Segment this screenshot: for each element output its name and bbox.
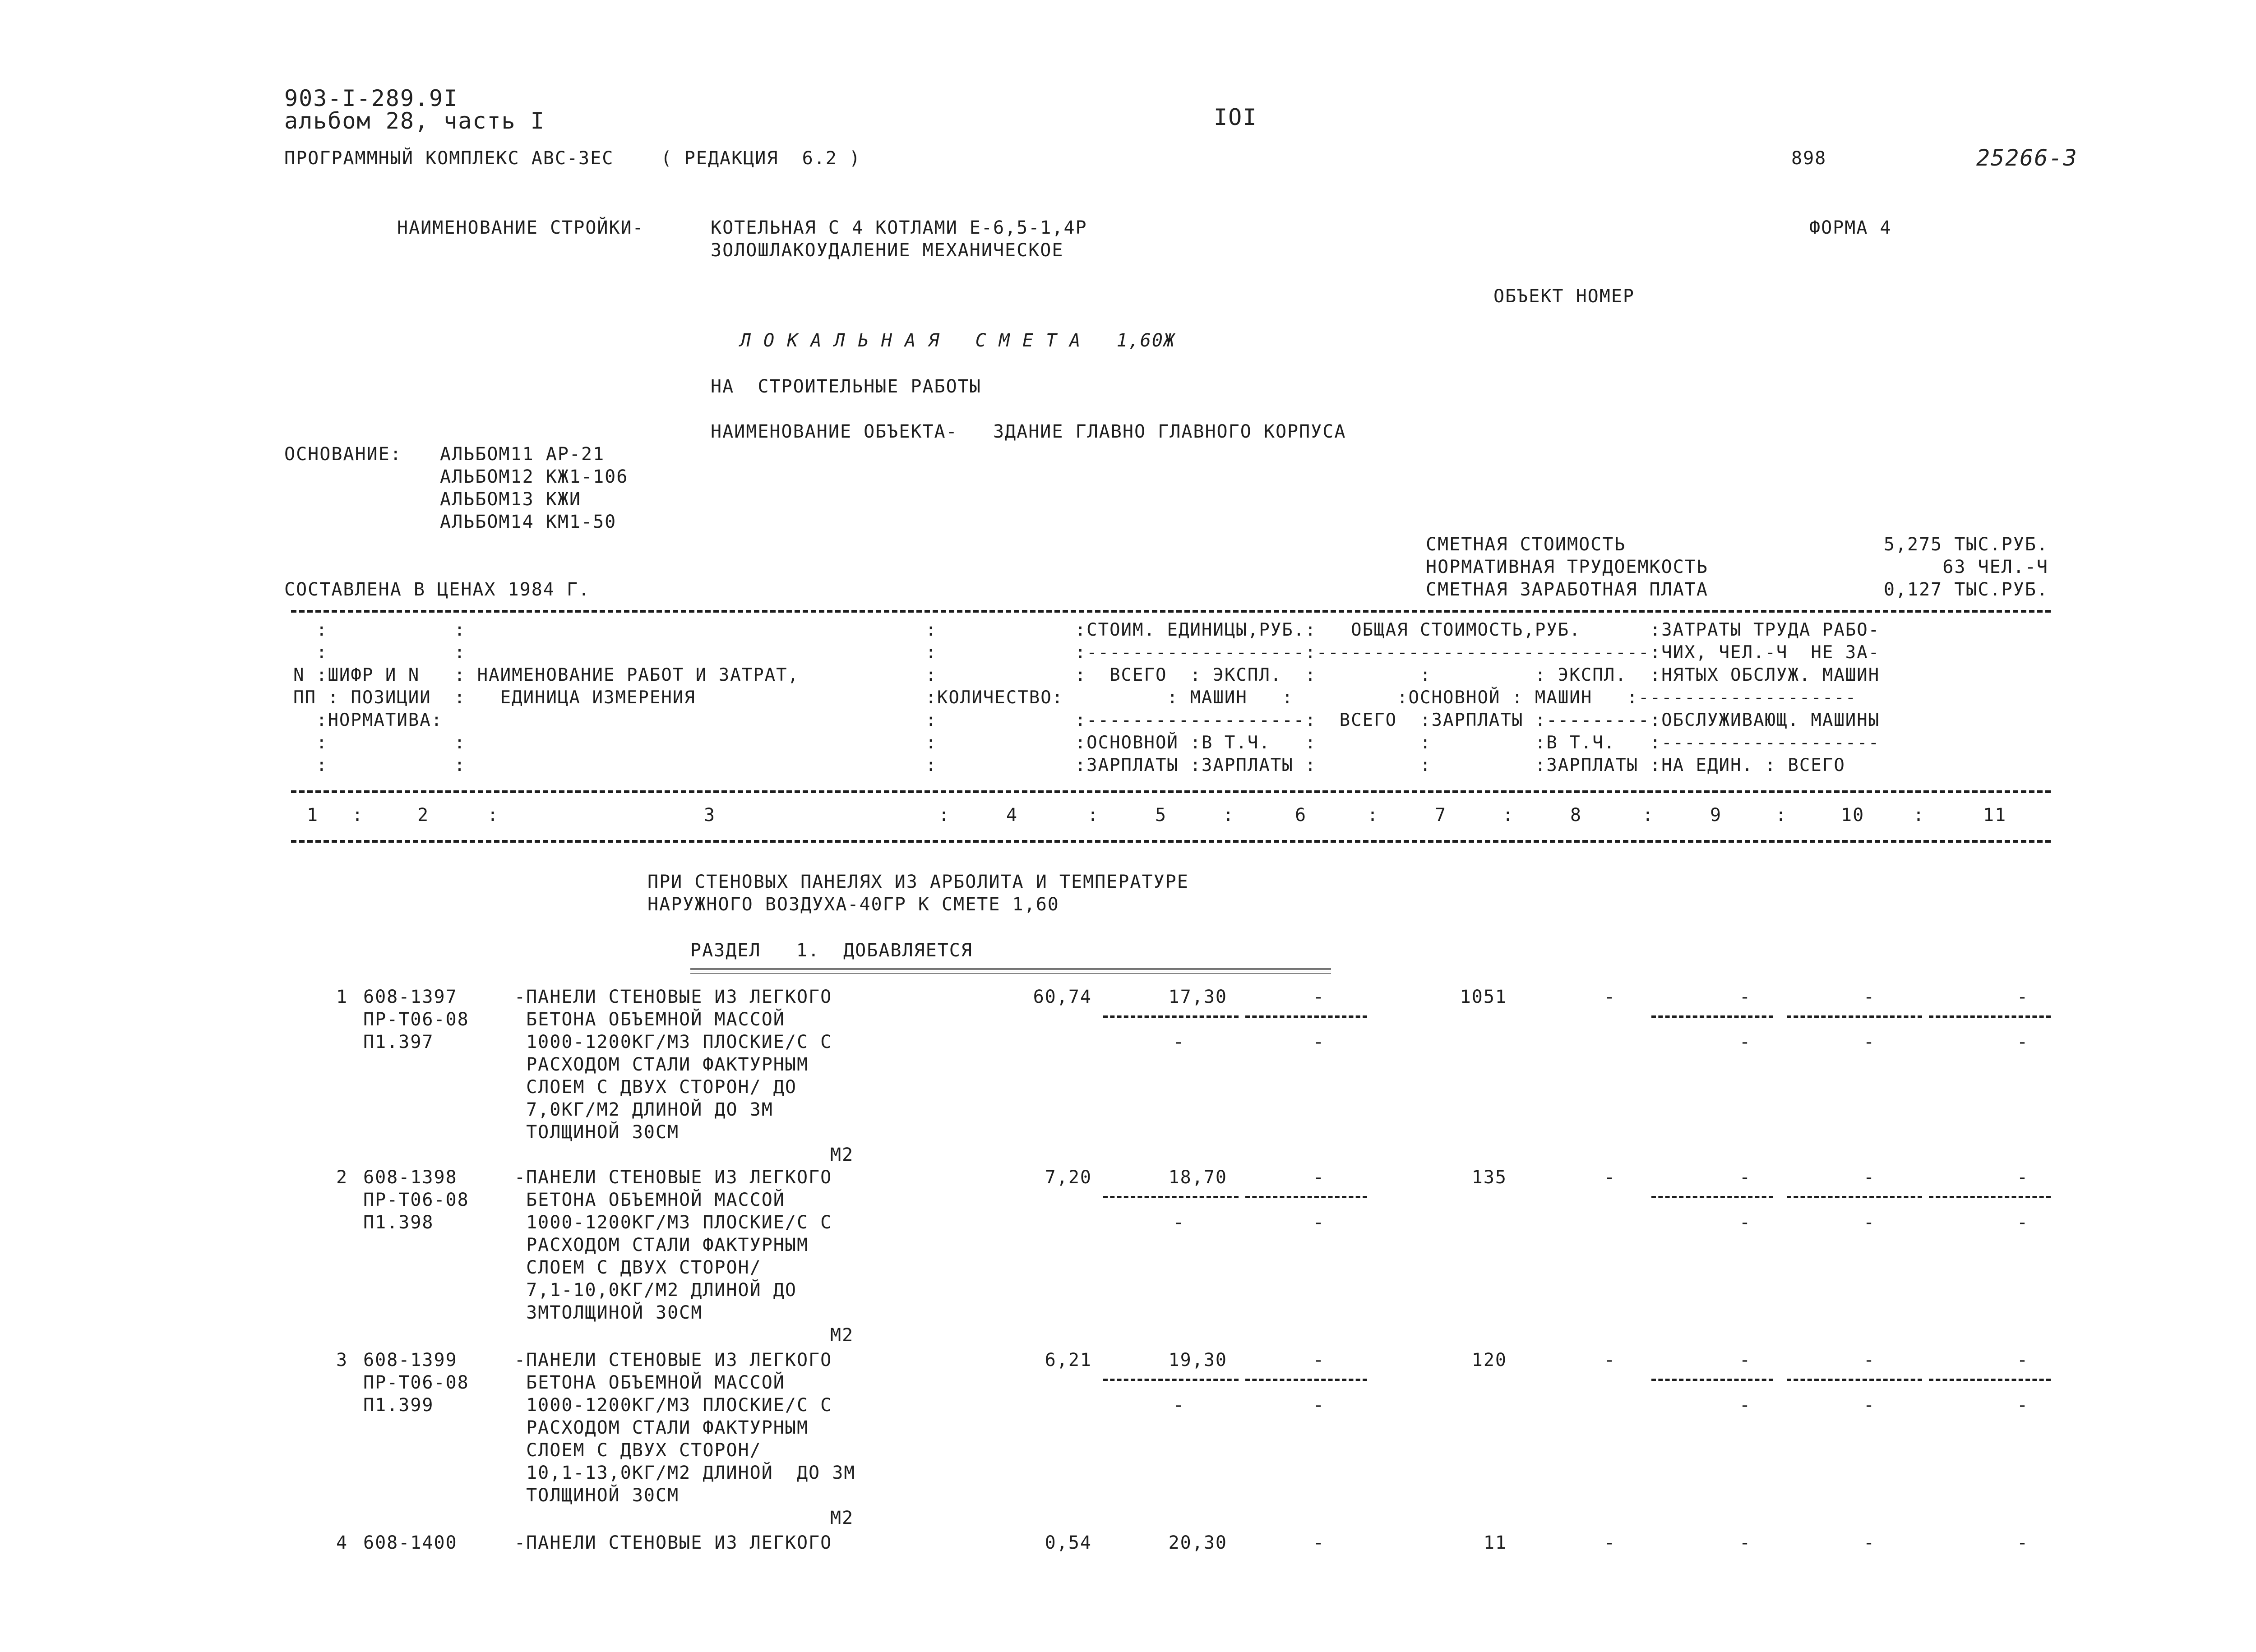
header-line: ПП : ПОЗИЦИИ : ЕДИНИЦА ИЗМЕРЕНИЯ :КОЛИЧЕСТВО: : МАШИН : :ОСНОВНОЙ : МАШИН :------------------- bbox=[293, 688, 1857, 708]
row-description-line: -ПАНЕЛИ СТЕНОВЫЕ ИЗ ЛЕГКОГО bbox=[514, 1532, 832, 1553]
summary-label: СМЕТНАЯ ЗАРАБОТНАЯ ПЛАТА bbox=[1426, 579, 1708, 600]
object-number: ОБЪЕКТ НОМЕР bbox=[1493, 286, 1635, 307]
row-description-line: 1000-1200КГ/М3 ПЛОСКИЕ/С С bbox=[514, 1395, 832, 1416]
row-labor-unit: - bbox=[1863, 1167, 1876, 1188]
row-code-2: ПР-Т06-08 bbox=[363, 1190, 469, 1210]
row-code-3: П1.399 bbox=[363, 1395, 434, 1416]
row-code: 608-1399 bbox=[363, 1350, 458, 1371]
row-description-line: РАСХОДОМ СТАЛИ ФАКТУРНЫМ bbox=[514, 1054, 809, 1075]
row-code: 608-1397 bbox=[363, 987, 458, 1007]
column-separator: : bbox=[1502, 805, 1515, 826]
row-unit: М2 bbox=[830, 1508, 854, 1528]
row-machine-labor-total: - bbox=[2017, 1212, 2029, 1233]
row-description-line: СЛОЕМ С ДВУХ СТОРОН/ bbox=[514, 1257, 762, 1278]
column-number: 9 bbox=[1710, 805, 1722, 826]
row-base-salary-unit: - bbox=[1173, 1032, 1185, 1052]
column-separator: : bbox=[352, 805, 364, 826]
row-labor-unit: - bbox=[1863, 1532, 1876, 1553]
row-base-salary-unit: - bbox=[1173, 1212, 1185, 1233]
row-machine-labor-total: - bbox=[2017, 1032, 2029, 1052]
row-unit-machines: - bbox=[1313, 1167, 1325, 1188]
row-total: 135 bbox=[1471, 1167, 1507, 1188]
cell-separator bbox=[1929, 1379, 2051, 1381]
column-number: 8 bbox=[1570, 805, 1582, 826]
row-labor-unit: - bbox=[1863, 1350, 1876, 1371]
estimate-subtitle: НА СТРОИТЕЛЬНЫЕ РАБОТЫ bbox=[711, 376, 981, 397]
row-description-line: 1000-1200КГ/М3 ПЛОСКИЕ/С С bbox=[514, 1212, 832, 1233]
column-number: 4 bbox=[1006, 805, 1018, 826]
row-number: 4 bbox=[336, 1532, 348, 1553]
column-separator: : bbox=[938, 805, 951, 826]
row-quantity: 6,21 bbox=[1045, 1350, 1092, 1371]
row-description-line: РАСХОДОМ СТАЛИ ФАКТУРНЫМ bbox=[514, 1417, 809, 1438]
row-machine-labor-unit: - bbox=[1863, 1032, 1876, 1052]
document-reference: 903-I-289.9I bbox=[284, 85, 458, 111]
row-machine-salary-unit: - bbox=[1313, 1395, 1325, 1416]
row-description-line: СЛОЕМ С ДВУХ СТОРОН/ bbox=[514, 1440, 762, 1461]
row-base-salary: - bbox=[1604, 987, 1616, 1007]
column-number: 10 bbox=[1841, 805, 1865, 826]
cell-separator bbox=[1787, 1196, 1922, 1198]
row-description-line: -ПАНЕЛИ СТЕНОВЫЕ ИЗ ЛЕГКОГО bbox=[514, 1167, 832, 1188]
construction-label: НАИМЕНОВАНИЕ СТРОЙКИ- bbox=[397, 217, 644, 238]
table-top-rule bbox=[291, 610, 2051, 613]
row-unit: М2 bbox=[830, 1325, 854, 1346]
row-number: 2 bbox=[336, 1167, 348, 1188]
row-description-line: 3МТОЛЩИНОЙ 30СМ bbox=[514, 1302, 703, 1323]
row-code-3: П1.397 bbox=[363, 1032, 434, 1052]
row-description-line: РАСХОДОМ СТАЛИ ФАКТУРНЫМ bbox=[514, 1235, 809, 1255]
construction-name-1: КОТЕЛЬНАЯ С 4 КОТЛАМИ Е-6,5-1,4Р bbox=[711, 217, 1087, 238]
row-description-line: СЛОЕМ С ДВУХ СТОРОН/ ДО bbox=[514, 1077, 797, 1098]
object-name: НАИМЕНОВАНИЕ ОБЪЕКТА- ЗДАНИЕ ГЛАВНО ГЛАВНОГО КОРПУСА bbox=[711, 421, 1346, 442]
row-description-line: ТОЛЩИНОЙ 30СМ bbox=[514, 1122, 680, 1143]
row-unit-total: 20,30 bbox=[1168, 1532, 1227, 1553]
row-unit-machines: - bbox=[1313, 1532, 1325, 1553]
row-labor-total: - bbox=[2017, 1532, 2029, 1553]
row-description-line: 10,1-13,0КГ/М2 ДЛИНОЙ ДО 3М bbox=[514, 1463, 856, 1483]
cell-separator bbox=[1651, 1379, 1773, 1381]
row-description-line: БЕТОНА ОБЪЕМНОЙ МАССОЙ bbox=[514, 1372, 785, 1393]
basis-item: АЛЬБОМ14 КМ1-50 bbox=[440, 512, 617, 532]
basis-item: АЛЬБОМ13 КЖИ bbox=[440, 489, 581, 510]
section-title: РАЗДЕЛ 1. ДОБАВЛЯЕТСЯ bbox=[690, 940, 973, 961]
header-line: :НОРМАТИВА: : :-------------------: ВСЕГО :ЗАРПЛАТЫ :---------:ОБСЛУЖИВАЮЩ. МАШИНЫ bbox=[293, 710, 1880, 730]
row-base-salary: - bbox=[1604, 1350, 1616, 1371]
row-machines: - bbox=[1739, 1350, 1752, 1371]
prices-basis: СОСТАВЛЕНА В ЦЕНАХ 1984 Г. bbox=[284, 579, 591, 600]
row-labor-total: - bbox=[2017, 1350, 2029, 1371]
row-number: 1 bbox=[336, 987, 348, 1007]
row-unit: М2 bbox=[830, 1144, 854, 1165]
row-machine-salary-unit: - bbox=[1313, 1032, 1325, 1052]
row-machine-labor-unit: - bbox=[1863, 1212, 1876, 1233]
row-unit-total: 19,30 bbox=[1168, 1350, 1227, 1371]
row-total: 11 bbox=[1483, 1532, 1507, 1553]
row-description-line: БЕТОНА ОБЪЕМНОЙ МАССОЙ bbox=[514, 1009, 785, 1030]
cell-separator bbox=[1929, 1196, 2051, 1198]
row-machine-salary: - bbox=[1739, 1395, 1752, 1416]
section-underline bbox=[690, 968, 1331, 974]
header-line: : : : :ЗАРПЛАТЫ :ЗАРПЛАТЫ : : :ЗАРПЛАТЫ :НА ЕДИН. : ВСЕГО bbox=[293, 755, 1845, 775]
condition-line: НАРУЖНОГО ВОЗДУХА-40ГР К СМЕТЕ 1,60 bbox=[647, 894, 1059, 915]
basis-item: АЛЬБОМ11 АР-21 bbox=[440, 444, 605, 465]
row-quantity: 7,20 bbox=[1045, 1167, 1092, 1188]
column-separator: : bbox=[1367, 805, 1379, 826]
cell-separator bbox=[1787, 1015, 1922, 1018]
row-base-salary: - bbox=[1604, 1532, 1616, 1553]
row-number: 3 bbox=[336, 1350, 348, 1371]
row-description-line: -ПАНЕЛИ СТЕНОВЫЕ ИЗ ЛЕГКОГО bbox=[514, 1350, 832, 1371]
row-labor-unit: - bbox=[1863, 987, 1876, 1007]
summary-value: 5,275 ТЫС.РУБ. bbox=[1883, 534, 2048, 555]
row-machine-salary: - bbox=[1739, 1032, 1752, 1052]
column-separator: : bbox=[1775, 805, 1788, 826]
cell-separator bbox=[1651, 1196, 1773, 1198]
code-898: 898 bbox=[1791, 148, 1827, 169]
basis-item: АЛЬБОМ12 КЖ1-106 bbox=[440, 466, 629, 487]
column-number: 1 bbox=[307, 805, 319, 826]
row-code-2: ПР-Т06-08 bbox=[363, 1009, 469, 1030]
summary-value: 0,127 ТЫС.РУБ. bbox=[1883, 579, 2048, 600]
code-25266: 25266-3 bbox=[1976, 145, 2078, 171]
column-number: 5 bbox=[1155, 805, 1167, 826]
column-separator: : bbox=[1223, 805, 1235, 826]
cell-separator bbox=[1103, 1196, 1239, 1198]
row-base-salary-unit: - bbox=[1173, 1395, 1185, 1416]
cell-separator bbox=[1245, 1379, 1367, 1381]
row-total: 120 bbox=[1471, 1350, 1507, 1371]
row-unit-machines: - bbox=[1313, 1350, 1325, 1371]
column-number: 6 bbox=[1295, 805, 1307, 826]
row-machine-salary: - bbox=[1739, 1212, 1752, 1233]
cell-separator bbox=[1651, 1015, 1773, 1018]
album-reference: альбом 28, часть I bbox=[284, 108, 545, 134]
row-description-line: 7,0КГ/М2 ДЛИНОЙ ДО 3М bbox=[514, 1099, 773, 1120]
column-number: 2 bbox=[417, 805, 430, 826]
summary-label: НОРМАТИВНАЯ ТРУДОЕМКОСТЬ bbox=[1426, 557, 1708, 577]
form-number: ФОРМА 4 bbox=[1809, 217, 1892, 238]
condition-line: ПРИ СТЕНОВЫХ ПАНЕЛЯХ ИЗ АРБОЛИТА И ТЕМПЕРАТУРЕ bbox=[647, 872, 1189, 892]
cell-separator bbox=[1787, 1379, 1922, 1381]
row-code-3: П1.398 bbox=[363, 1212, 434, 1233]
row-unit-total: 17,30 bbox=[1168, 987, 1227, 1007]
row-description-line: ТОЛЩИНОЙ 30СМ bbox=[514, 1485, 680, 1506]
program-info: ПРОГРАММНЫЙ КОМПЛЕКС АВС-3ЕС ( РЕДАКЦИЯ 6.2 ) bbox=[284, 148, 861, 169]
header-bottom-rule bbox=[291, 790, 2051, 793]
column-numbers-rule bbox=[291, 840, 2051, 843]
row-description-line: 1000-1200КГ/М3 ПЛОСКИЕ/С С bbox=[514, 1032, 832, 1052]
row-labor-total: - bbox=[2017, 987, 2029, 1007]
basis-label: ОСНОВАНИЕ: bbox=[284, 444, 402, 465]
column-number: 11 bbox=[1983, 805, 2007, 826]
row-machines: - bbox=[1739, 1167, 1752, 1188]
row-quantity: 60,74 bbox=[1033, 987, 1092, 1007]
column-separator: : bbox=[1913, 805, 1925, 826]
row-labor-total: - bbox=[2017, 1167, 2029, 1188]
page-number: IOI bbox=[1214, 104, 1257, 130]
row-quantity: 0,54 bbox=[1045, 1532, 1092, 1553]
row-machine-labor-unit: - bbox=[1863, 1395, 1876, 1416]
row-total: 1051 bbox=[1460, 987, 1507, 1007]
column-separator: : bbox=[1642, 805, 1655, 826]
row-machines: - bbox=[1739, 1532, 1752, 1553]
row-machine-labor-total: - bbox=[2017, 1395, 2029, 1416]
header-line: : : : :-------------------:-----------------------------:ЧИХ, ЧЕЛ.-Ч НЕ ЗА- bbox=[293, 642, 1880, 663]
summary-value: 63 ЧЕЛ.-Ч bbox=[1942, 557, 2048, 577]
row-code-2: ПР-Т06-08 bbox=[363, 1372, 469, 1393]
column-number: 7 bbox=[1435, 805, 1447, 826]
row-code: 608-1398 bbox=[363, 1167, 458, 1188]
cell-separator bbox=[1103, 1015, 1239, 1018]
cell-separator bbox=[1245, 1015, 1367, 1018]
header-line: : : : :СТОИМ. ЕДИНИЦЫ,РУБ.: ОБЩАЯ СТОИМОСТЬ,РУБ. :ЗАТРАТЫ ТРУДА РАБО- bbox=[293, 620, 1880, 640]
column-number: 3 bbox=[704, 805, 716, 826]
row-unit-total: 18,70 bbox=[1168, 1167, 1227, 1188]
cell-separator bbox=[1103, 1379, 1239, 1381]
column-separator: : bbox=[1087, 805, 1100, 826]
column-separator: : bbox=[487, 805, 499, 826]
estimate-title: Л О К А Л Ь Н А Я С М Е Т А 1,60Ж bbox=[740, 330, 1176, 351]
row-unit-machines: - bbox=[1313, 987, 1325, 1007]
row-code: 608-1400 bbox=[363, 1532, 458, 1553]
row-machine-salary-unit: - bbox=[1313, 1212, 1325, 1233]
summary-label: СМЕТНАЯ СТОИМОСТЬ bbox=[1426, 534, 1626, 555]
row-description-line: 7,1-10,0КГ/М2 ДЛИНОЙ ДО bbox=[514, 1280, 797, 1301]
header-line: N :ШИФР И N : НАИМЕНОВАНИЕ РАБОТ И ЗАТРАТ, : : ВСЕГО : ЭКСПЛ. : : : ЭКСПЛ. :НЯТЫХ ОБСЛУЖ. МАШИН bbox=[293, 665, 1880, 685]
cell-separator bbox=[1245, 1196, 1367, 1198]
row-description-line: БЕТОНА ОБЪЕМНОЙ МАССОЙ bbox=[514, 1190, 785, 1210]
construction-name-2: ЗОЛОШЛАКОУДАЛЕНИЕ МЕХАНИЧЕСКОЕ bbox=[711, 240, 1064, 261]
row-machines: - bbox=[1739, 987, 1752, 1007]
header-line: : : : :ОСНОВНОЙ :В Т.Ч. : : :В Т.Ч. :------------------- bbox=[293, 733, 1880, 753]
row-description-line: -ПАНЕЛИ СТЕНОВЫЕ ИЗ ЛЕГКОГО bbox=[514, 987, 832, 1007]
row-base-salary: - bbox=[1604, 1167, 1616, 1188]
cell-separator bbox=[1929, 1015, 2051, 1018]
